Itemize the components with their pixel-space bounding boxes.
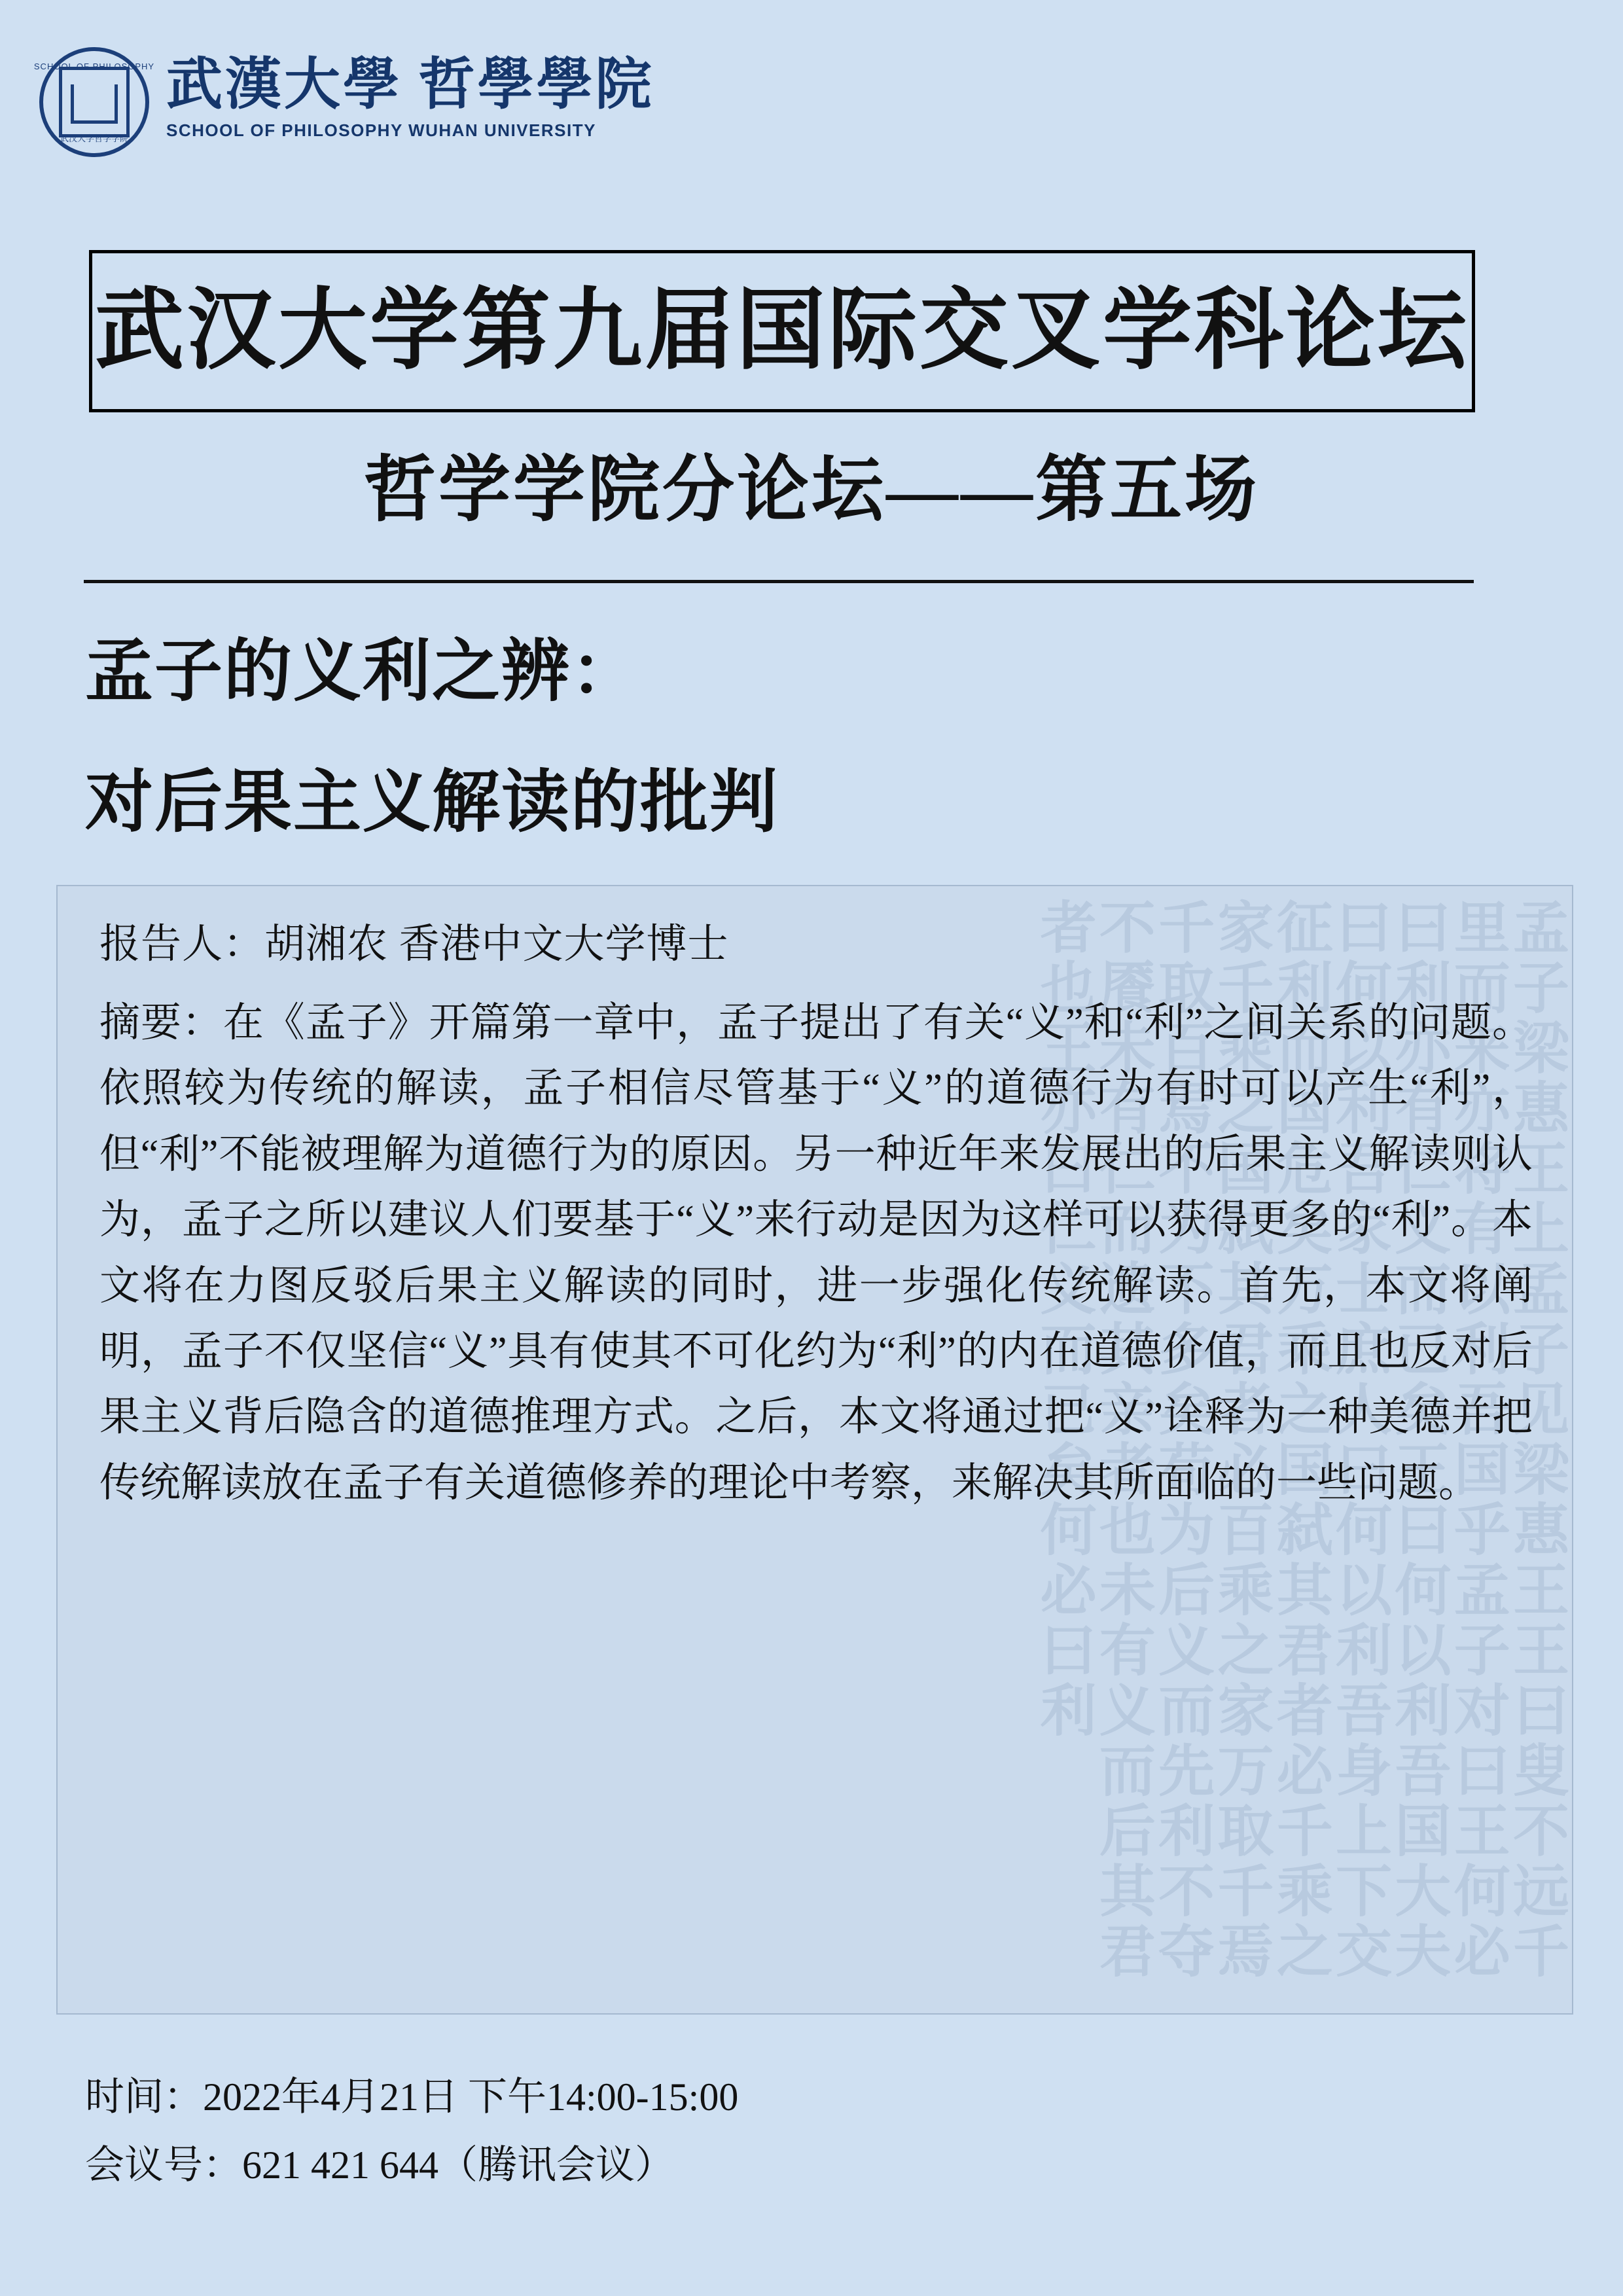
header-divider: [84, 580, 1474, 583]
sub-title: 哲学学院分论坛——第五场: [364, 450, 1259, 530]
university-seal-icon: [33, 47, 155, 157]
logo-text-block: [166, 55, 654, 141]
seal-top-text: SCHOOL OF PHILOSOPHY: [33, 62, 155, 71]
abstract-panel: [56, 885, 1573, 2015]
abstract-content: [58, 886, 1572, 1516]
main-title: 武汉大学第九届国际交叉学科论坛: [95, 282, 1469, 380]
school-logo: [33, 47, 654, 157]
talk-title-line1: 孟子的义利之辨：: [85, 634, 641, 709]
classical-text-watermark: 孟子梁惠王上孟子见梁惠王王曰叟不远千里而来亦将有以利吾国乎孟子对曰王何必曰利亦有仁义而已矣王曰何以利吾国大夫曰何以利吾家士庶人曰何以利吾身上下交征利而国危矣万乘之国弑其君者必千乘之家千乘之国弑其君者必百乘之家万取千焉千取百焉不为不多矣苟为后义而先利不夺不餍未有仁而遗其亲者也未有义而后其君者也王亦曰仁义而已矣何必曰利: [1031, 898, 1567, 1982]
seal-bottom-text: 武汉大学哲学学院: [60, 134, 129, 143]
meeting-id: 会议号：621 421 644（腾讯会议）: [85, 2144, 674, 2187]
logo-name-cn: 武漢大學 哲學學院: [166, 53, 654, 116]
abstract-body: 摘要：在《孟子》开篇第一章中，孟子提出了有关“义”和“利”之间关系的问题。依照较为传统的解读，孟子相信尽管基于“义”的道德行为有时可以产生“利”，但“利”不能被理解为道德行为的原因。另一种近年来发展出的后果主义解读则认为，孟子之所以建议人们要基于“义”来行动是因为这样可以获得更多的“利”。本文将在力图反驳后果主义解读的同时，进一步强化传统解读。首先，本文将阐明，孟子不仅坚信“义”具有使其不可化约为“利”的内在道德价值，而且也反对后果主义背后隐含的道德推理方式。之后，本文将通过把“义”诠释为一种美德并把传统解读放在孟子有关道德修养的理论中考察，来解决其所面临的一些问题。: [99, 1000, 1533, 1505]
speaker-line: 报告人：胡湘农 香港中文大学博士: [99, 922, 729, 967]
main-title-box: [89, 250, 1475, 412]
event-time: 时间：2022年4月21日 下午14:00-15:00: [85, 2075, 739, 2119]
talk-title-line2: 对后果主义解读的批判: [85, 765, 779, 840]
logo-name-en: SCHOOL OF PHILOSOPHY WUHAN UNIVERSITY: [166, 120, 596, 141]
